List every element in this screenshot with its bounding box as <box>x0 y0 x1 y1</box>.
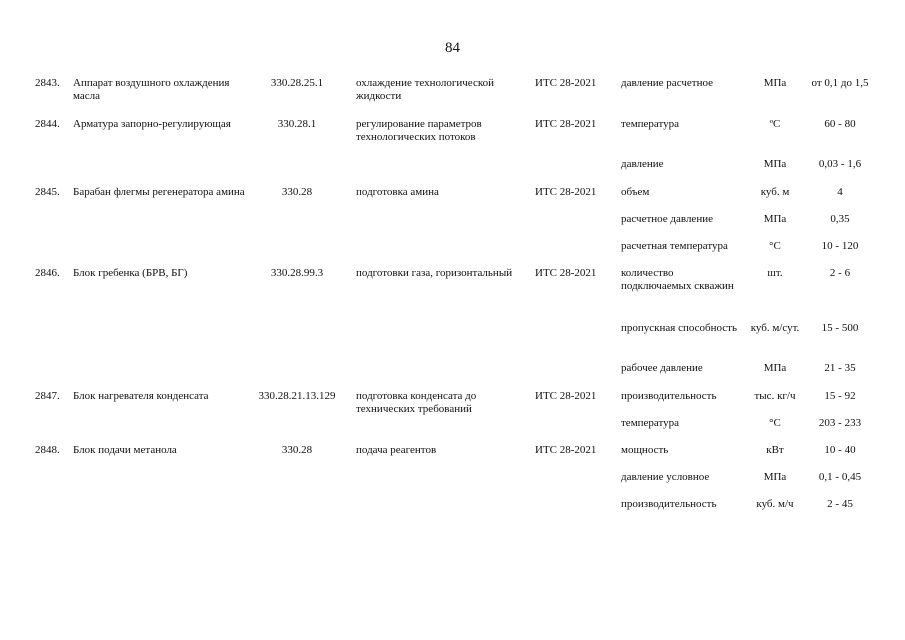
row-number: 2846. <box>35 267 60 279</box>
standard-ref: ИТС 28-2021 <box>535 186 597 198</box>
parameter-name: температура <box>621 118 680 130</box>
parameter-name: мощность <box>621 444 669 456</box>
parameter-name: объем <box>621 186 650 198</box>
equipment-purpose: подготовки газа, горизонтальный <box>356 267 513 279</box>
equipment-name: Арматура запорно-регулирующая <box>73 118 231 130</box>
row-number: 2848. <box>35 444 60 456</box>
parameter-unit: °С <box>769 240 781 252</box>
parameter-value: 203 - 233 <box>818 417 862 429</box>
standard-ref: ИТС 28-2021 <box>535 267 597 279</box>
equipment-code: 330.28.25.1 <box>270 77 324 89</box>
standard-ref: ИТС 28-2021 <box>535 77 597 89</box>
parameter-unit: ºС <box>769 118 781 130</box>
equipment-purpose: подготовка амина <box>356 186 439 198</box>
equipment-name: Аппарат воздушного охлаждения масла <box>73 77 230 102</box>
row-number: 2845. <box>35 186 60 198</box>
parameter-unit: кВт <box>766 444 784 456</box>
parameter-name: давление <box>621 158 664 170</box>
parameter-value: 2 - 6 <box>829 267 851 279</box>
equipment-purpose: охлаждение технологической жидкости <box>356 77 494 102</box>
parameter-unit: МПа <box>763 158 787 170</box>
parameter-value: 4 <box>837 186 843 198</box>
row-number: 2843. <box>35 77 60 89</box>
parameter-unit: куб. м/ч <box>756 498 794 510</box>
parameter-name: производительность <box>621 390 717 402</box>
equipment-name: Блок подачи метанола <box>73 444 177 456</box>
parameter-unit: МПа <box>763 471 787 483</box>
equipment-code: 330.28.99.3 <box>270 267 324 279</box>
parameter-name: производительность <box>621 498 717 510</box>
parameter-name: температура <box>621 417 680 429</box>
parameter-value: 21 - 35 <box>824 362 856 374</box>
parameter-unit: МПа <box>763 77 787 89</box>
parameter-unit: МПа <box>763 213 787 225</box>
parameter-value: 15 - 500 <box>821 322 859 334</box>
parameter-value: 60 - 80 <box>824 118 856 130</box>
parameter-value: 10 - 40 <box>824 444 856 456</box>
parameter-value: от 0,1 до 1,5 <box>811 77 869 89</box>
equipment-purpose: регулирование параметров технологических потоков <box>356 118 482 143</box>
row-number: 2847. <box>35 390 60 402</box>
parameter-unit: куб. м/сут. <box>750 322 800 334</box>
equipment-purpose: подготовка конденсата до технических требований <box>356 390 477 415</box>
parameter-unit: куб. м <box>760 186 790 198</box>
equipment-name: Барабан флегмы регенератора амина <box>73 186 245 198</box>
parameter-value: 0,03 - 1,6 <box>818 158 862 170</box>
parameter-unit: °С <box>769 417 781 429</box>
parameter-name: расчетное давление <box>621 213 713 225</box>
parameter-value: 10 - 120 <box>821 240 859 252</box>
parameter-name: пропускная способность <box>621 322 737 334</box>
parameter-name: рабочее давление <box>621 362 703 374</box>
equipment-code: 330.28 <box>281 186 313 198</box>
parameter-name: давление расчетное <box>621 77 713 89</box>
parameter-unit: МПа <box>763 362 787 374</box>
parameter-value: 2 - 45 <box>827 498 853 510</box>
equipment-code: 330.28.1 <box>277 118 317 130</box>
parameter-unit: тыс. кг/ч <box>754 390 796 402</box>
equipment-name: Блок гребенка (БРВ, БГ) <box>73 267 188 279</box>
parameter-name: расчетная температура <box>621 240 728 252</box>
equipment-code: 330.28.21.13.129 <box>258 390 336 402</box>
parameter-name: количество подключаемых скважин <box>621 267 734 292</box>
page-number: 84 <box>445 40 460 56</box>
equipment-code: 330.28 <box>281 444 313 456</box>
row-number: 2844. <box>35 118 60 130</box>
equipment-purpose: подача реагентов <box>356 444 437 456</box>
parameter-name: давление условное <box>621 471 710 483</box>
parameter-unit: шт. <box>767 267 783 279</box>
standard-ref: ИТС 28-2021 <box>535 390 597 402</box>
parameter-value: 0,1 - 0,45 <box>818 471 862 483</box>
parameter-value: 15 - 92 <box>824 390 856 402</box>
equipment-name: Блок нагревателя конденсата <box>73 390 209 402</box>
standard-ref: ИТС 28-2021 <box>535 444 597 456</box>
standard-ref: ИТС 28-2021 <box>535 118 597 130</box>
parameter-value: 0,35 <box>830 213 850 225</box>
